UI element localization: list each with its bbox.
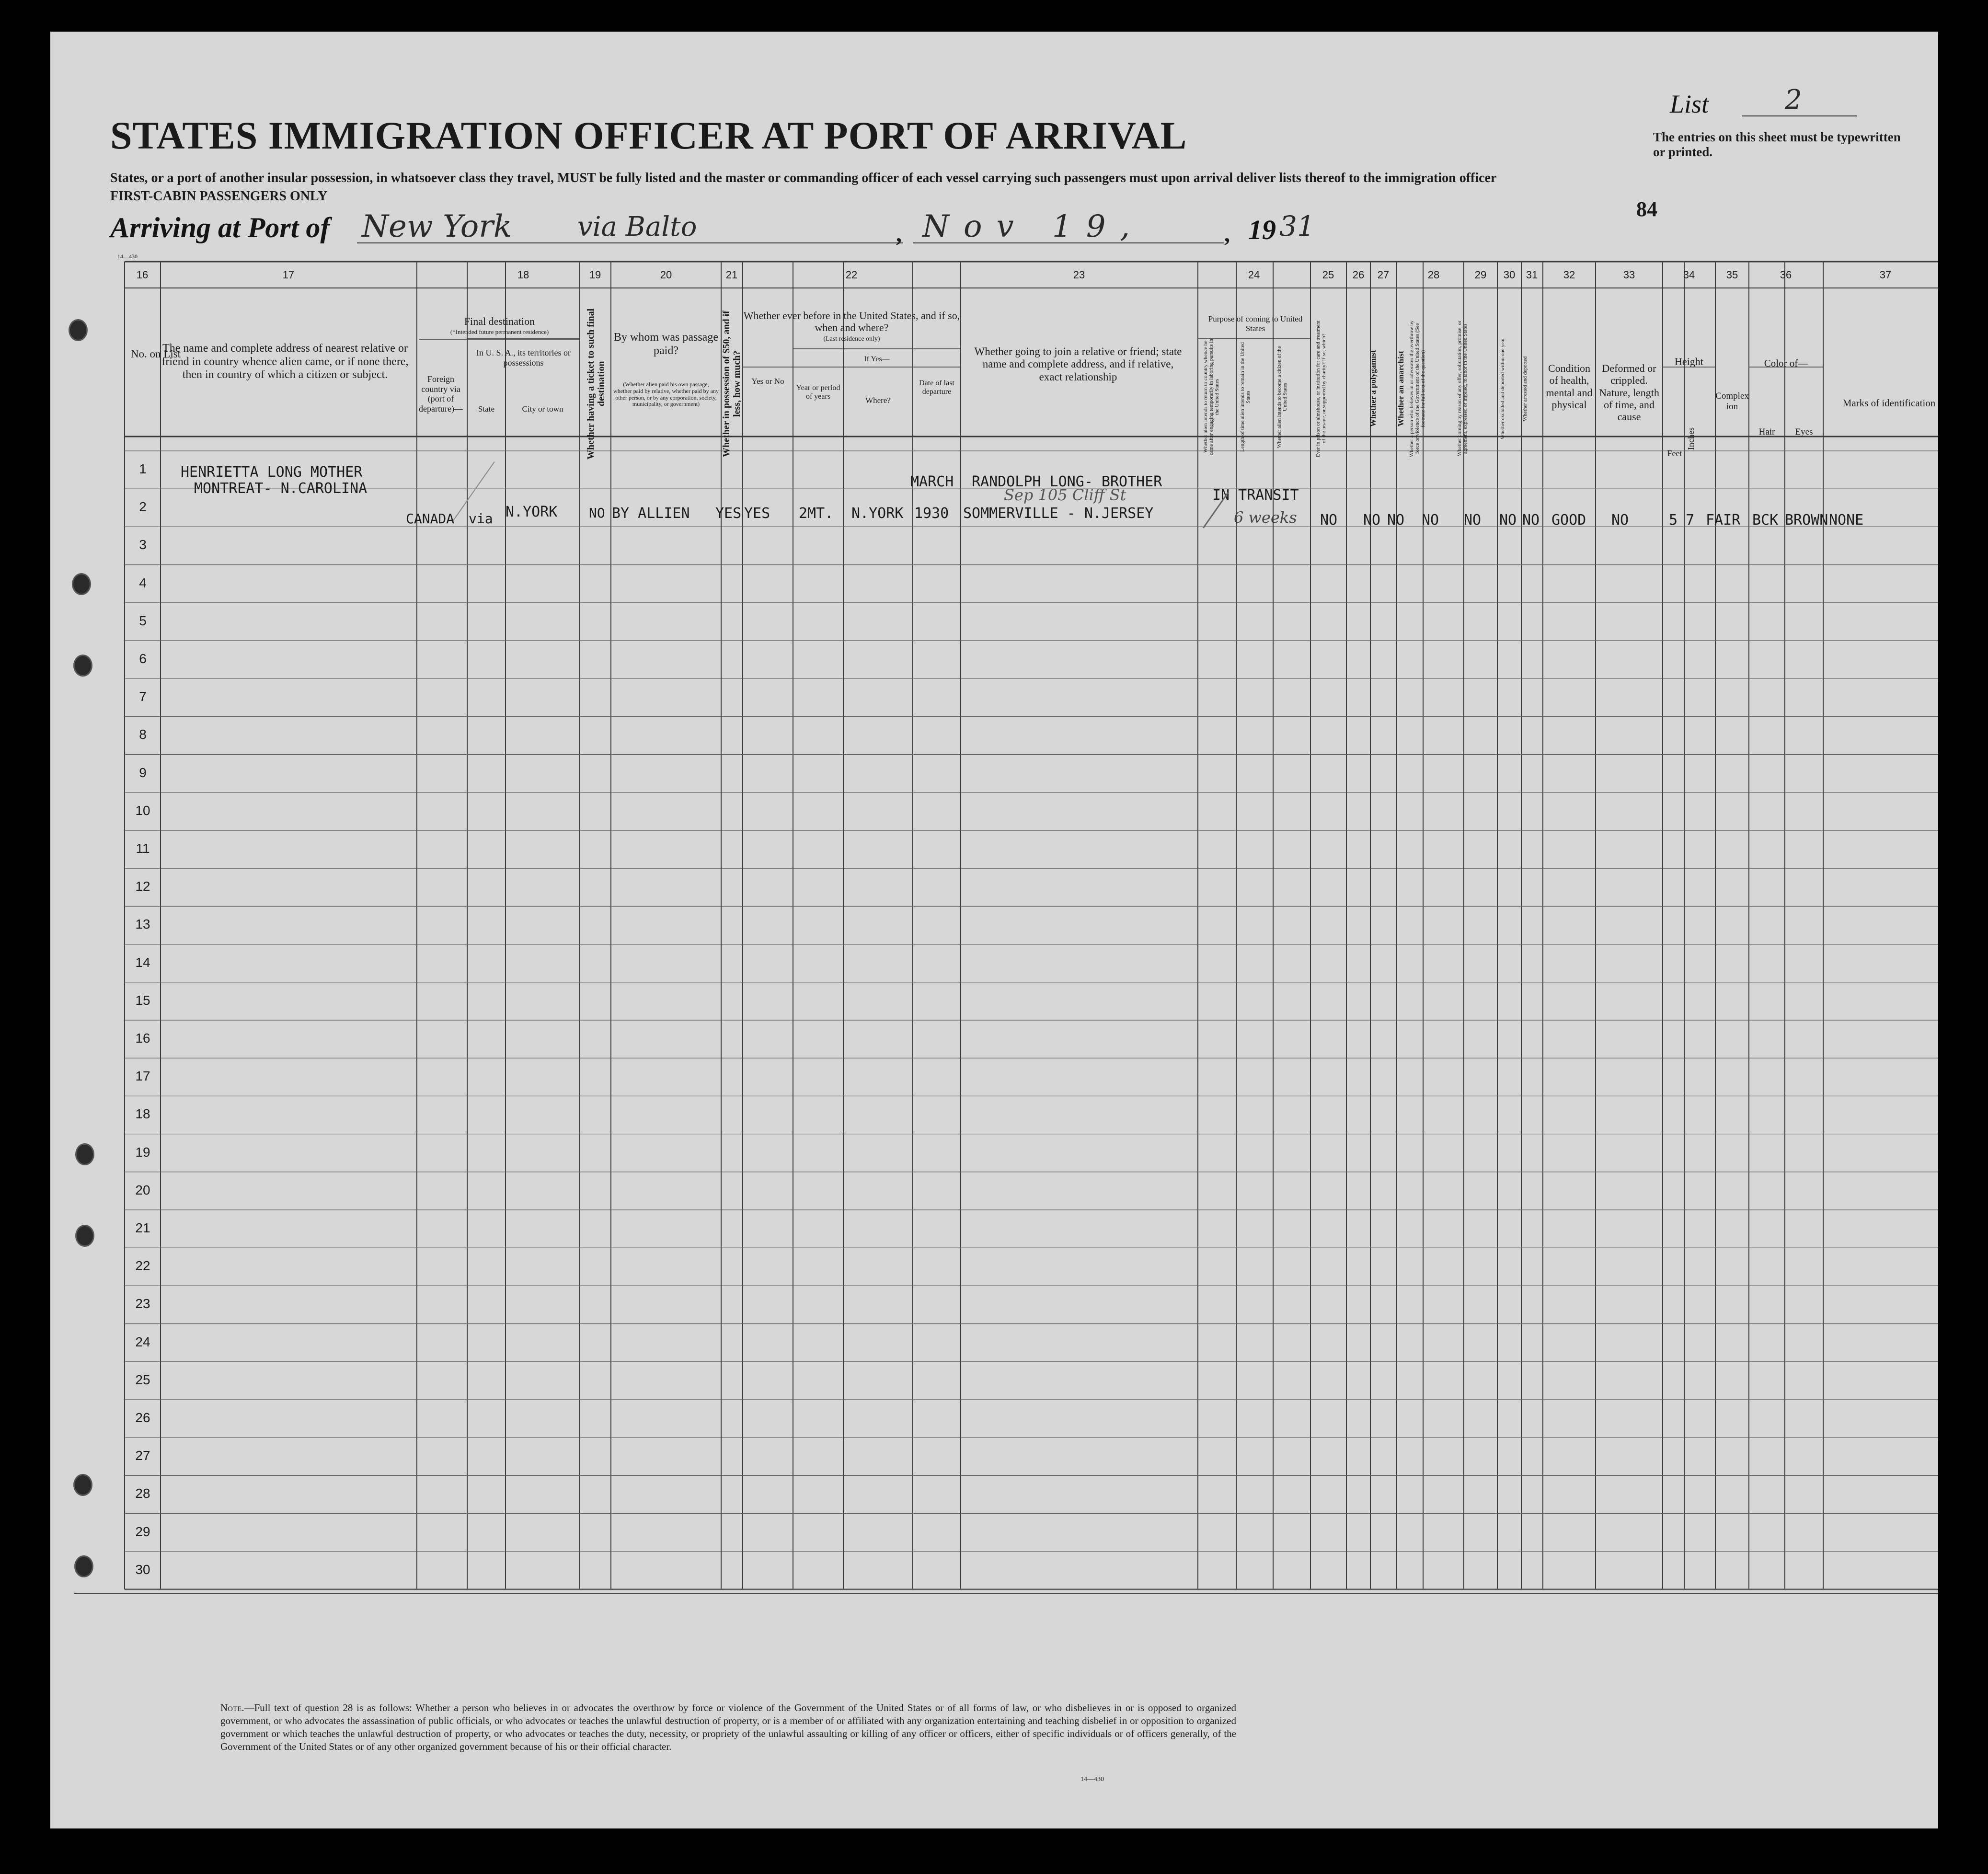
entry-c27: NO xyxy=(1387,512,1405,529)
column-number: 26 xyxy=(1352,269,1365,281)
col23-header: Whether going to join a relative or friend; state name and complete address, and if relative, exact relationship xyxy=(974,345,1182,383)
col25-header: Ever in prison or almshouse, or institution for care and treatment of the insane, or supported by charity? If so, which? xyxy=(1315,320,1327,457)
col18-state: State xyxy=(478,404,494,414)
row-number: 9 xyxy=(139,765,147,780)
col33-header: Deformed or crippled. Nature, length of time, and cause xyxy=(1599,362,1659,423)
entry-c28: NO xyxy=(1422,512,1439,529)
entry-c26: NO xyxy=(1363,512,1381,529)
year-printed: 19 xyxy=(1248,214,1276,245)
row-number: 4 xyxy=(139,575,147,590)
col26-header: Whether a polygamist xyxy=(1368,350,1378,427)
entry-ticket: NO xyxy=(589,505,605,521)
column-number: 25 xyxy=(1322,269,1334,281)
entry-passage: BY ALLIEN xyxy=(612,505,690,522)
col36-header: Color of— xyxy=(1764,357,1808,369)
form-title: STATES IMMIGRATION OFFICER AT PORT OF ARRIVAL xyxy=(110,114,1187,157)
col30-header: Whether excluded and deported within one year xyxy=(1500,338,1505,439)
col22-subheader: (Last residence only) xyxy=(823,335,880,343)
column-number: 37 xyxy=(1879,269,1892,281)
col34-inches: Inches xyxy=(1686,427,1696,450)
list-number: 2 xyxy=(1785,84,1802,115)
entry-relative-line2: MONTREAT- N.CAROLINA xyxy=(194,480,368,497)
entry-eyes: BROWN xyxy=(1785,512,1828,529)
column-number: 18 xyxy=(517,269,529,281)
entry-join-line2: SOMMERVILLE - N.JERSEY xyxy=(963,505,1154,522)
port-handwritten: New York xyxy=(362,209,512,244)
row-number: 28 xyxy=(135,1486,150,1501)
column-number: 28 xyxy=(1427,269,1440,281)
col22-where: Where? xyxy=(865,396,891,405)
row-number: 10 xyxy=(135,803,150,818)
column-number: 24 xyxy=(1248,269,1260,281)
col18-header: Final destination xyxy=(464,315,535,327)
entry-marks: NONE xyxy=(1829,512,1864,529)
column-number: 23 xyxy=(1073,269,1085,281)
entry-via: via xyxy=(469,511,493,527)
row-number: 1 xyxy=(139,461,147,476)
date-handwritten: Nov 19, xyxy=(922,209,1144,244)
entry-where: N.YORK xyxy=(851,505,904,522)
entry-complexion: FAIR xyxy=(1706,512,1741,529)
col31-header: Whether arrested and deported xyxy=(1522,356,1528,421)
col34-header: Height xyxy=(1675,356,1703,368)
list-label: List xyxy=(1670,90,1709,118)
col35-header: Complexion xyxy=(1715,391,1749,412)
manifest-sheet xyxy=(50,32,1938,1828)
row-number: 15 xyxy=(135,992,150,1008)
row-number: 29 xyxy=(135,1524,150,1539)
col21-header: Whether in possession of $50, and if less, how much? xyxy=(721,310,742,457)
column-number: 35 xyxy=(1726,269,1738,281)
col18-foreign: Foreign country via (port of departure)— xyxy=(419,374,463,414)
row-number: 25 xyxy=(135,1372,150,1387)
row-number: 27 xyxy=(135,1448,150,1463)
row-number: 21 xyxy=(135,1220,150,1235)
col18-subheader: (*Intended future permanent residence) xyxy=(450,328,549,335)
row-number: 23 xyxy=(135,1296,150,1311)
column-number: 20 xyxy=(660,269,672,281)
col22-yesno: Yes or No xyxy=(751,377,784,386)
row-number: 18 xyxy=(135,1106,150,1122)
comma: , xyxy=(1224,221,1230,247)
ruled-grid xyxy=(50,32,1938,1828)
row-number: 17 xyxy=(135,1069,150,1084)
row-number: 3 xyxy=(139,537,147,552)
column-number: 32 xyxy=(1563,269,1575,281)
column-number: 21 xyxy=(725,269,738,281)
entry-hair: BCK xyxy=(1752,512,1779,529)
col22-date: Date of last departure xyxy=(919,379,954,396)
entry-period: 2MT. xyxy=(799,505,834,522)
sheet-number: 84 xyxy=(1636,197,1657,221)
column-number: 19 xyxy=(589,269,601,281)
entry-ever-before: YES xyxy=(744,505,770,522)
year-handwritten: 31 xyxy=(1279,210,1315,242)
form-code-top: 14—430 xyxy=(117,253,138,260)
footnote xyxy=(220,1702,1236,1753)
entry-purpose-handwritten: 6 weeks xyxy=(1234,508,1297,527)
via-handwritten: via Balto xyxy=(577,211,697,242)
form-code-bottom: 14—430 xyxy=(1080,1776,1104,1783)
entry-feet: 5 xyxy=(1669,512,1678,529)
entry-join-handwritten: Sep 105 Cliff St xyxy=(1004,486,1126,504)
entry-city: N.YORK xyxy=(506,504,558,520)
col36-eyes: Eyes xyxy=(1795,427,1813,437)
col24-header: Purpose of coming to United States xyxy=(1208,314,1303,333)
arriving-label: Arriving at Port of xyxy=(110,212,330,243)
row-number: 11 xyxy=(136,841,150,856)
entry-join-line1: RANDOLPH LONG- BROTHER xyxy=(972,473,1162,490)
entry-inches: 7 xyxy=(1686,512,1695,529)
column-number: 22 xyxy=(845,269,858,281)
col17-header: The name and complete address of nearest relative or friend in country whence alien came, or if none there, then in country of which a citizen or subject. xyxy=(161,342,409,381)
row-number: 13 xyxy=(135,917,150,932)
col20-subheader: (Whether alien paid his own passage, whether paid by relative, whether paid by any other person, or by any corporation, society, municipality, or government) xyxy=(613,381,719,408)
note-label: Note. xyxy=(220,1702,244,1713)
col18-usa: In U. S. A., its territories or possessions xyxy=(476,348,571,368)
entry-c25: NO xyxy=(1320,512,1338,529)
entries-note: The entries on this sheet must be typewritten or printed. xyxy=(1653,130,1901,160)
entry-c29: NO xyxy=(1464,512,1482,529)
class-line: FIRST-CABIN PASSENGERS ONLY xyxy=(110,189,328,204)
comma: , xyxy=(896,221,902,247)
row-number: 7 xyxy=(139,689,147,704)
entry-foreign-country: CANADA xyxy=(406,511,455,527)
entry-c31: NO xyxy=(1522,512,1540,529)
col24b-header: Length of time alien intends to remain in the United States xyxy=(1240,342,1252,452)
entry-relative-line1: HENRIETTA LONG MOTHER xyxy=(181,464,363,481)
col32-header: Condition of health, mental and physical xyxy=(1546,362,1593,411)
col22-ifyes: If Yes— xyxy=(864,355,890,363)
column-number: 34 xyxy=(1683,269,1695,281)
col37-header: Marks of identification xyxy=(1842,397,1936,409)
row-number: 30 xyxy=(135,1562,150,1577)
column-number: 29 xyxy=(1474,269,1487,281)
col20-header: By whom was passage paid? xyxy=(614,331,718,357)
entry-date-year: 1930 xyxy=(914,505,949,522)
column-number: 36 xyxy=(1780,269,1792,281)
col28-header: Whether a person who believes in or advocates the overthrow by force or violence of the Government of the United States (See footnote for full text of the question) xyxy=(1409,320,1426,457)
column-number: 16 xyxy=(136,269,149,281)
col24c-header: Whether alien intends to become a citizen of the United States xyxy=(1276,346,1288,448)
col27-header: Whether an anarchist xyxy=(1396,350,1405,427)
row-number: 14 xyxy=(135,954,150,970)
col36-hair: Hair xyxy=(1758,427,1775,437)
entry-health: GOOD xyxy=(1551,512,1586,529)
entry-c30: NO xyxy=(1499,512,1517,529)
entry-deformed: NO xyxy=(1611,512,1629,529)
col16-header: No. on List xyxy=(130,348,181,360)
row-number: 8 xyxy=(139,727,147,742)
column-number: 31 xyxy=(1526,269,1538,281)
row-number: 20 xyxy=(135,1182,150,1197)
col22-years: Year or period of years xyxy=(796,384,840,401)
row-number: 5 xyxy=(139,613,147,628)
row-number: 26 xyxy=(135,1410,150,1425)
row-number: 19 xyxy=(135,1144,150,1160)
note-text: —Full text of question 28 is as follows: Whether a person who believes in or advocates the overthrow by force or violence of the Government of the United States or of all forms of law, or who disbelieves in or is opposed to organized government, or who advocates the assassination of public officials, or who advocates or teaches the unlawful destruction of property, or is a member of or affiliated with any organization entertaining and teaching disbelief in or opposition to organized government or which teaches the unlawful destruction of property, or who advocates or teaches the duty, necessity, or propriety of the unlawful assaulting or killing of any officer or officers, either of specific individuals or of officers generally, of the Government of the United States or of any other organized government because of his or their official character. xyxy=(220,1702,1236,1752)
row-number: 6 xyxy=(139,651,147,666)
col34-feet: Feet xyxy=(1667,448,1682,458)
col18-city: City or town xyxy=(522,404,563,414)
form-subtitle: States, or a port of another insular possession, in whatsoever class they travel, MUST be fully listed and the master or commanding officer of each vessel carrying such passengers must upon arrival deliver lists thereof to the immigration officer xyxy=(110,171,1497,185)
row-number: 16 xyxy=(135,1031,150,1046)
col29-header: Whether coming by reason of any offer, solicitation, promise, or agreement, expressed or implied, to labor in the United States xyxy=(1457,321,1469,457)
col24a-header: Whether alien intends to return to country whence he came after engaging temporarily in laboring pursuits in the United States xyxy=(1203,339,1220,455)
column-number: 17 xyxy=(282,269,295,281)
row-number: 2 xyxy=(139,499,147,515)
col19-header: Whether having a ticket to such final destination xyxy=(586,308,607,460)
row-number: 24 xyxy=(135,1334,150,1349)
row-number: 22 xyxy=(135,1258,150,1274)
col22-header: Whether ever before in the United States, and if so, when and where? xyxy=(743,310,960,334)
row-number: 12 xyxy=(135,879,150,894)
entry-date-month: MARCH xyxy=(910,473,954,490)
entry-fifty: YES xyxy=(715,505,742,522)
column-number: 27 xyxy=(1377,269,1390,281)
column-number: 33 xyxy=(1623,269,1635,281)
entry-purpose: IN TRANSIT xyxy=(1212,487,1299,504)
column-number: 30 xyxy=(1503,269,1516,281)
